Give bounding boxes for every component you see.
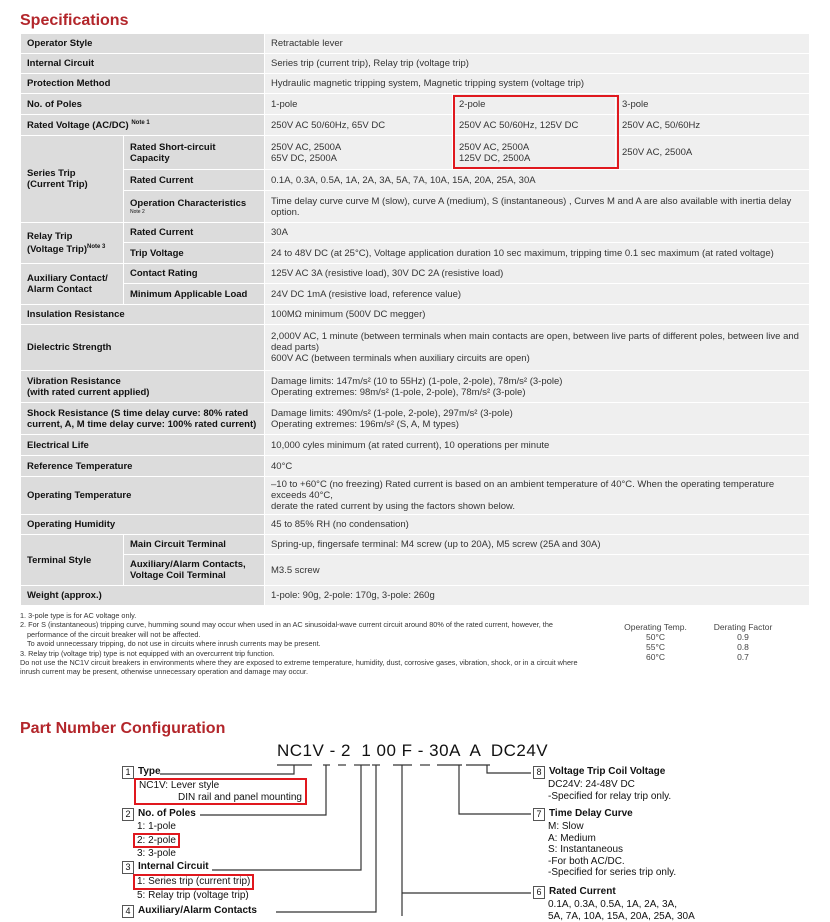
label-text: Rated Voltage (AC/DC)	[27, 121, 129, 132]
note-ref: Note 3	[87, 244, 105, 250]
value-line: Operating extremes: 196m/s² (S, A, M types)	[271, 419, 803, 430]
row-value: 2-pole	[453, 94, 616, 115]
row-value: 0.1A, 0.3A, 0.5A, 1A, 2A, 3A, 5A, 7A, 10A, 15A, 20A, 25A, 30A	[265, 170, 810, 191]
row-value: 250V AC 50/60Hz, 125V DC	[453, 115, 616, 136]
derating-header-temp: Operating Temp.	[608, 622, 703, 632]
derating-factor: 0.8	[703, 642, 783, 652]
pn-option: 3: 3-pole	[137, 848, 196, 860]
row-value: 100MΩ minimum (500V DC megger)	[265, 305, 810, 325]
pn-heading: Time Delay Curve	[549, 808, 633, 819]
pn-option	[137, 874, 254, 890]
pn-option-highlight: 1: Series trip (current trip)	[133, 874, 254, 890]
value-line: 600V AC (between terminals when auxiliary circuits are open)	[271, 353, 803, 364]
pn-option: M: Slow	[548, 821, 676, 833]
derating-temp: 60°C	[608, 652, 703, 662]
row-value: Series trip (current trip), Relay trip (voltage trip)	[265, 54, 810, 74]
pn-rated-current	[533, 886, 695, 922]
value-line: –10 to +60°C (no freezing) Rated current is based on an ambient temperature of 40°C. When the operating temperature exceeds 40°C,	[271, 479, 803, 501]
pn-option: -Specified for series trip only.	[548, 867, 676, 879]
pn-heading: Auxiliary/Alarm Contacts	[138, 905, 257, 916]
pn-coil-voltage	[533, 766, 671, 802]
label-line: Vibration Resistance	[27, 376, 258, 387]
row-label: Weight (approx.)	[21, 586, 265, 606]
value-line: 125V DC, 2500A	[459, 153, 609, 164]
row-value: M3.5 screw	[265, 555, 810, 586]
label-line: Alarm Contact	[27, 284, 117, 295]
row-label: Terminal Style	[21, 535, 124, 586]
footnote-line: inrush current may be present, otherwise unnecessary operation and damage may occur.	[20, 667, 600, 676]
value-line: 250V AC, 2500A	[271, 142, 446, 153]
note-ref: Note 2	[130, 209, 258, 215]
row-value: 125V AC 3A (resistive load), 30V DC 2A (resistive load)	[265, 264, 810, 284]
value-line: Damage limits: 147m/s² (10 to 55Hz) (1-pole, 2-pole), 78m/s² (3-pole)	[271, 376, 803, 387]
label-text: Operation Characteristics	[130, 198, 246, 209]
label-text: (Voltage Trip)	[27, 244, 87, 255]
row-value: 40°C	[265, 456, 810, 477]
pn-option: DIN rail and panel mounting	[139, 792, 302, 804]
sub-label: Minimum Applicable Load	[124, 284, 265, 305]
row-label: Dielectric Strength	[21, 325, 265, 371]
pn-number: 6	[533, 886, 545, 899]
row-value: 10,000 cyles minimum (at rated current), 10 operations per minute	[265, 435, 810, 456]
part-number-title: Part Number Configuration	[20, 720, 225, 738]
pn-number: 7	[533, 808, 545, 821]
pn-number: 2	[122, 808, 134, 821]
row-value: 1-pole: 90g, 2-pole: 170g, 3-pole: 260g	[265, 586, 810, 606]
row-label: Operating Humidity	[21, 515, 265, 535]
label-line: Rated Short-circuit	[130, 142, 258, 153]
row-value: Time delay curve curve M (slow), curve A (medium), S (instantaneous) , Curves M and A are also available with inertia delay option.	[265, 191, 810, 223]
derating-temp: 50°C	[608, 632, 703, 642]
derating-factor: 0.7	[703, 652, 783, 662]
pn-option: -For both AC/DC.	[548, 856, 676, 868]
label-line: (Current Trip)	[27, 179, 117, 190]
row-value: 250V AC, 50/60Hz	[616, 115, 810, 136]
value-line: 65V DC, 2500A	[271, 153, 446, 164]
footnote-line: performance of the circuit breaker will not be affected.	[20, 630, 600, 639]
pn-option: -Specified for relay trip only.	[548, 791, 671, 803]
label-line: Series Trip	[27, 168, 117, 179]
sub-label: Rated Current	[124, 223, 265, 243]
row-label: Insulation Resistance	[21, 305, 265, 325]
pn-number: 4	[122, 905, 134, 918]
sub-label: Contact Rating	[124, 264, 265, 284]
pn-option: DC24V: 24-48V DC	[548, 779, 671, 791]
label-line: Auxiliary/Alarm Contacts,	[130, 559, 258, 570]
row-value: 45 to 85% RH (no condensation)	[265, 515, 810, 535]
derating-factor: 0.9	[703, 632, 783, 642]
footnote-line: 1. 3-pole type is for AC voltage only.	[20, 611, 600, 620]
label-line: Shock Resistance (S time delay curve: 80% rated	[27, 408, 258, 419]
pn-option: S: Instantaneous	[548, 844, 676, 856]
pn-heading: No. of Poles	[138, 808, 196, 819]
label-line: (with rated current applied)	[27, 387, 258, 398]
pn-option-highlight: 2: 2-pole	[133, 833, 180, 849]
derating-temp: 55°C	[608, 642, 703, 652]
row-value: 3-pole	[616, 94, 810, 115]
pn-heading: Voltage Trip Coil Voltage	[549, 766, 665, 777]
row-value: 250V AC, 2500A	[616, 136, 810, 170]
row-value: 24V DC 1mA (resistive load, reference value)	[265, 284, 810, 305]
pn-option: 0.1A, 0.3A, 0.5A, 1A, 2A, 3A,	[548, 899, 695, 911]
value-line: 250V AC, 2500A	[459, 142, 609, 153]
pn-number: 1	[122, 766, 134, 779]
footnote-line: 2. For S (instantaneous) tripping curve, humming sound may occur when used in an AC sinusoidal-wave current circuit around 80% of the rated current, however, the	[20, 620, 600, 629]
part-number-code: NC1V - 2 1 00 F - 30A A DC24V	[277, 741, 548, 761]
pn-heading: Rated Current	[549, 886, 616, 897]
row-value: 24 to 48V DC (at 25°C), Voltage application duration 10 sec maximum, tripping time 0.1 sec maximum (at rated voltage)	[265, 243, 810, 264]
row-label: Internal Circuit	[21, 54, 265, 74]
pn-aux-contacts	[122, 905, 257, 918]
pn-number: 8	[533, 766, 545, 779]
pn-type-options	[134, 778, 307, 805]
pn-internal-circuit	[122, 861, 254, 901]
value-line: 2,000V AC, 1 minute (between terminals when main contacts are open, between live parts of different poles, between live and dead parts)	[271, 331, 803, 353]
row-label: Operator Style	[21, 34, 265, 54]
derating-header-factor: Derating Factor	[703, 622, 783, 632]
row-label: No. of Poles	[21, 94, 265, 115]
pn-heading: Internal Circuit	[138, 861, 209, 872]
sub-label: Main Circuit Terminal	[124, 535, 265, 555]
row-value: 1-pole	[265, 94, 453, 115]
pn-option	[137, 833, 196, 849]
sub-label: Rated Current	[124, 170, 265, 191]
footnote-line: To avoid unnecessary tripping, do not use in circuits where inrush currents may be present.	[20, 639, 600, 648]
label-line: Capacity	[130, 153, 258, 164]
pn-option: 1: 1-pole	[137, 821, 196, 833]
pn-option: NC1V: Lever style	[139, 780, 302, 792]
label-line: current, A, M time delay curve: 100% rated current)	[27, 419, 258, 430]
row-label: Electrical Life	[21, 435, 265, 456]
footnote-line: Do not use the NC1V circuit breakers in environments where they are exposed to extreme temperature, humidity, dust, corrosive gases, vibration, shock, or in a circuit where	[20, 658, 600, 667]
pn-number: 3	[122, 861, 134, 874]
specifications-title: Specifications	[20, 12, 128, 30]
row-value: 30A	[265, 223, 810, 243]
row-label: Reference Temperature	[21, 456, 265, 477]
value-line: Operating extremes: 98m/s² (1-pole, 2-pole), 78m/s² (3-pole)	[271, 387, 803, 398]
pn-option: 5: Relay trip (voltage trip)	[137, 890, 254, 902]
label-line: Relay Trip	[27, 231, 117, 242]
row-value: Hydraulic magnetic tripping system, Magnetic tripping system (voltage trip)	[265, 74, 810, 94]
row-label: Operating Temperature	[21, 477, 265, 515]
note-ref: Note 1	[131, 120, 149, 126]
pn-option: 5A, 7A, 10A, 15A, 20A, 25A, 30A	[548, 911, 695, 922]
row-value: 250V AC 50/60Hz, 65V DC	[265, 115, 453, 136]
label-line: Auxiliary Contact/	[27, 273, 117, 284]
value-line: Damage limits: 490m/s² (1-pole, 2-pole), 297m/s² (3-pole)	[271, 408, 803, 419]
sub-label: Trip Voltage	[124, 243, 265, 264]
label-line: Voltage Coil Terminal	[130, 570, 258, 581]
pn-poles	[122, 808, 196, 860]
value-line: derate the rated current by using the factors shown below.	[271, 501, 803, 512]
row-label: Protection Method	[21, 74, 265, 94]
footnote-line: 3. Relay trip (voltage trip) type is not equipped with an overcurrent trip function.	[20, 649, 600, 658]
row-value: Retractable lever	[265, 34, 810, 54]
pn-heading: Type	[138, 766, 161, 777]
row-value: Spring-up, fingersafe terminal: M4 screw (up to 20A), M5 screw (25A and 30A)	[265, 535, 810, 555]
pn-option: A: Medium	[548, 833, 676, 845]
pn-time-delay	[533, 808, 676, 879]
